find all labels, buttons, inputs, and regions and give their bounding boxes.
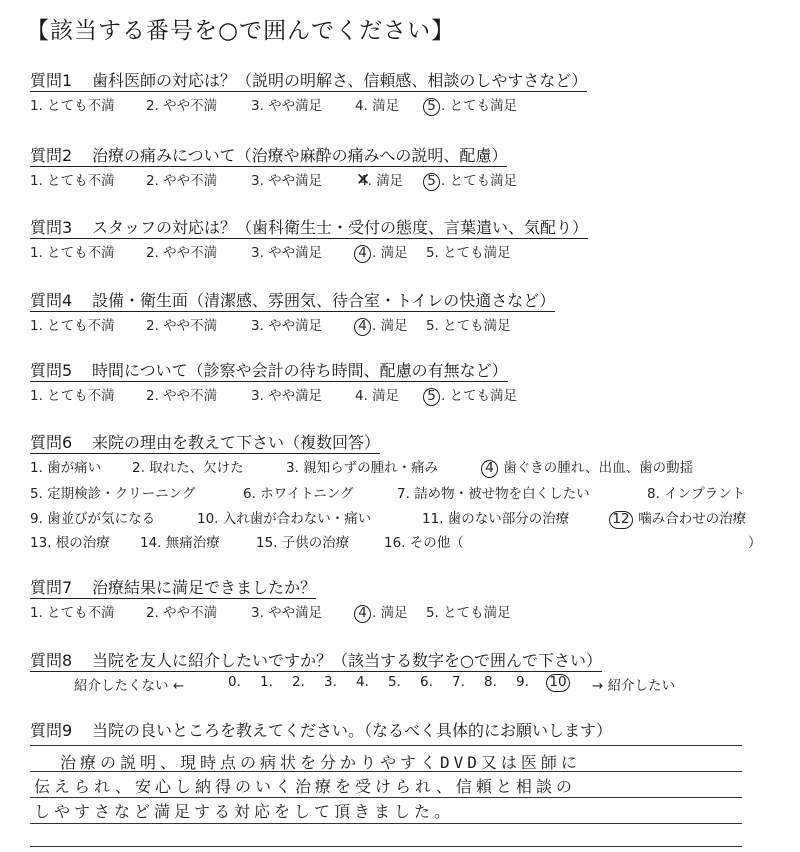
question-label: 質問8 xyxy=(30,651,73,670)
option-2[interactable]: 2. やや不満 xyxy=(146,245,218,261)
option-4[interactable]: 4 . 満足 xyxy=(357,601,408,623)
option-2[interactable]: 2. やや不満 xyxy=(146,318,218,334)
scale-10[interactable] xyxy=(550,674,571,692)
scale-7[interactable]: 7. xyxy=(452,674,465,690)
scale-8[interactable]: 8. xyxy=(484,674,497,690)
reason-4-label: 歯ぐきの腫れ、出血、歯の動揺 xyxy=(503,460,694,476)
selected-circle-mark: 5 xyxy=(423,98,440,116)
selected-circle-mark: 5 xyxy=(423,173,440,191)
reason-7[interactable]: 7. 詰め物・被せ物を白くしたい xyxy=(397,486,590,502)
handwritten-answer-line: しやすさなど満足する対応をして頂きました。 xyxy=(34,802,455,821)
option-2[interactable]: 2. やや不満 xyxy=(146,173,218,189)
option-5[interactable]: 5. とても満足 xyxy=(426,318,511,334)
question-heading xyxy=(30,718,612,741)
option-5[interactable]: 5 . とても満足 xyxy=(426,94,517,116)
scale-5[interactable]: 5. xyxy=(388,674,401,690)
option-5-label: とても満足 xyxy=(449,98,518,114)
option-4-label: 満足 xyxy=(380,605,408,621)
reason-6[interactable]: 6. ホワイトニング xyxy=(243,486,354,502)
reason-16[interactable]: 16. その他（ xyxy=(384,535,464,551)
option-1[interactable]: 1. とても不満 xyxy=(30,388,115,404)
question-label: 質問7 xyxy=(30,578,73,597)
crossed-out-mark: 4 ✕ xyxy=(359,173,368,189)
option-3[interactable]: 3. やや満足 xyxy=(251,605,323,621)
option-3[interactable]: 3. やや満足 xyxy=(251,173,323,189)
question-text: 来院の理由を教えて下さい（複数回答） xyxy=(92,433,381,452)
scale-0[interactable]: 0. xyxy=(228,674,241,690)
reason-14[interactable]: 14. 無痛治療 xyxy=(140,535,220,551)
scale-9[interactable]: 9. xyxy=(516,674,529,690)
scale-1[interactable]: 1. xyxy=(260,674,273,690)
reason-4[interactable] xyxy=(484,456,693,478)
question-heading xyxy=(30,358,508,381)
option-4-label: 満足 xyxy=(376,173,404,189)
scale-left-label: 紹介したくない ← xyxy=(74,678,185,694)
answer-rule-line xyxy=(30,823,742,824)
option-4-label: 満足 xyxy=(380,318,408,334)
option-4[interactable]: 4. 満足 xyxy=(355,388,400,404)
question-label: 質問5 xyxy=(30,361,73,380)
question-heading xyxy=(30,143,507,166)
question-heading xyxy=(30,68,587,91)
scale-6[interactable]: 6. xyxy=(420,674,433,690)
answer-rule-line xyxy=(30,771,742,772)
answer-rule-line xyxy=(30,745,742,746)
reason-11[interactable]: 11. 歯のない部分の治療 xyxy=(422,511,570,527)
scale-4[interactable]: 4. xyxy=(356,674,369,690)
option-3[interactable]: 3. やや満足 xyxy=(251,245,323,261)
handwritten-answer-line: 治療の説明、現時点の病状を分かりやすくDVD又は医師に xyxy=(60,753,581,772)
question-heading xyxy=(30,288,555,311)
option-3[interactable]: 3. やや満足 xyxy=(251,318,323,334)
selected-circle-mark: 12 xyxy=(609,511,633,529)
option-1[interactable]: 1. とても不満 xyxy=(30,173,115,189)
reason-2[interactable]: 2. 取れた、欠けた xyxy=(132,460,244,476)
question-label: 質問1 xyxy=(30,71,73,90)
option-4[interactable]: 4. 満足 xyxy=(355,98,400,114)
reason-12-label: 噛み合わせの治療 xyxy=(638,511,747,527)
option-5-label: とても満足 xyxy=(449,388,518,404)
scale-right-label: → 紹介したい xyxy=(592,678,676,694)
option-1[interactable]: 1. とても不満 xyxy=(30,98,115,114)
question-text: 治療の痛みについて（治療や麻酔の痛みへの説明、配慮） xyxy=(92,146,508,165)
scale-3[interactable]: 3. xyxy=(324,674,337,690)
option-2[interactable]: 2. やや不満 xyxy=(146,98,218,114)
reason-12[interactable] xyxy=(613,507,746,529)
reason-10[interactable]: 10. 入れ歯が合わない・痛い xyxy=(197,511,372,527)
option-5[interactable]: 5 . とても満足 xyxy=(426,384,517,406)
option-4[interactable]: 4 ✕. 満足 xyxy=(359,169,403,189)
option-2[interactable]: 2. やや不満 xyxy=(146,605,218,621)
reason-15[interactable]: 15. 子供の治療 xyxy=(256,535,350,551)
option-5-label: とても満足 xyxy=(449,173,518,189)
question-label: 質問3 xyxy=(30,218,73,237)
option-4[interactable]: 4 . 満足 xyxy=(357,241,408,263)
selected-circle-mark: 5 xyxy=(423,388,440,406)
option-5[interactable]: 5. とても満足 xyxy=(426,605,511,621)
other-close-paren: ） xyxy=(748,535,762,551)
selected-circle-mark: 4 xyxy=(354,318,371,336)
answer-rule-line xyxy=(30,797,742,798)
page-title: 【該当する番号を○で囲んでください】 xyxy=(26,18,456,44)
question-label: 質問6 xyxy=(30,433,73,452)
question-text: 時間について（診察や会計の待ち時間、配慮の有無など） xyxy=(92,361,508,380)
reason-8[interactable]: 8. インプラント xyxy=(647,486,746,502)
question-label: 質問2 xyxy=(30,146,73,165)
option-1[interactable]: 1. とても不満 xyxy=(30,318,115,334)
question-text: 歯科医師の対応は？（説明の明解さ、信頼感、相談のしやすさなど） xyxy=(92,71,588,90)
option-4-label: 満足 xyxy=(380,245,408,261)
question-heading xyxy=(30,575,316,598)
question-heading xyxy=(30,430,380,453)
option-4[interactable]: 4 . 満足 xyxy=(357,314,408,336)
option-1[interactable]: 1. とても不満 xyxy=(30,245,115,261)
selected-circle-mark: 4 xyxy=(354,245,371,263)
reason-1[interactable]: 1. 歯が痛い xyxy=(30,460,102,476)
reason-13[interactable]: 13. 根の治療 xyxy=(30,535,110,551)
question-text: 治療結果に満足できましたか？ xyxy=(92,578,317,597)
question-text: 当院の良いところを教えてください。（なるべく具体的にお願いします） xyxy=(92,721,613,740)
question-text: スタッフの対応は？（歯科衛生士・受付の態度、言葉遣い、気配り） xyxy=(92,218,589,237)
handwritten-answer-line: 伝えられ、安心し納得のいく治療を受けられ、信頼と相談の xyxy=(34,777,576,796)
option-3[interactable]: 3. やや満足 xyxy=(251,98,323,114)
option-3[interactable]: 3. やや満足 xyxy=(251,388,323,404)
reason-5[interactable]: 5. 定期検診・クリーニング xyxy=(30,486,196,502)
selected-circle-mark: 10 xyxy=(546,674,570,692)
selected-circle-mark: 4 xyxy=(354,605,371,623)
question-text: 当院を友人に紹介したいですか？（該当する数字を○で囲んで下さい） xyxy=(92,651,602,670)
reason-3[interactable]: 3. 親知らずの腫れ・痛み xyxy=(286,460,439,476)
option-1[interactable]: 1. とても不満 xyxy=(30,605,115,621)
question-heading xyxy=(30,648,602,671)
scale-2[interactable]: 2. xyxy=(292,674,305,690)
reason-9[interactable]: 9. 歯並びが気になる xyxy=(30,511,156,527)
option-5[interactable]: 5. とても満足 xyxy=(426,245,511,261)
question-heading xyxy=(30,215,588,238)
answer-rule-line xyxy=(30,846,742,847)
option-5[interactable]: 5 . とても満足 xyxy=(426,169,517,191)
selected-circle-mark: 4 xyxy=(481,460,498,478)
question-label: 質問9 xyxy=(30,721,73,740)
question-text: 設備・衛生面（清潔感、雰囲気、待合室・トイレの快適さなど） xyxy=(92,291,556,310)
option-2[interactable]: 2. やや不満 xyxy=(146,388,218,404)
question-label: 質問4 xyxy=(30,291,73,310)
